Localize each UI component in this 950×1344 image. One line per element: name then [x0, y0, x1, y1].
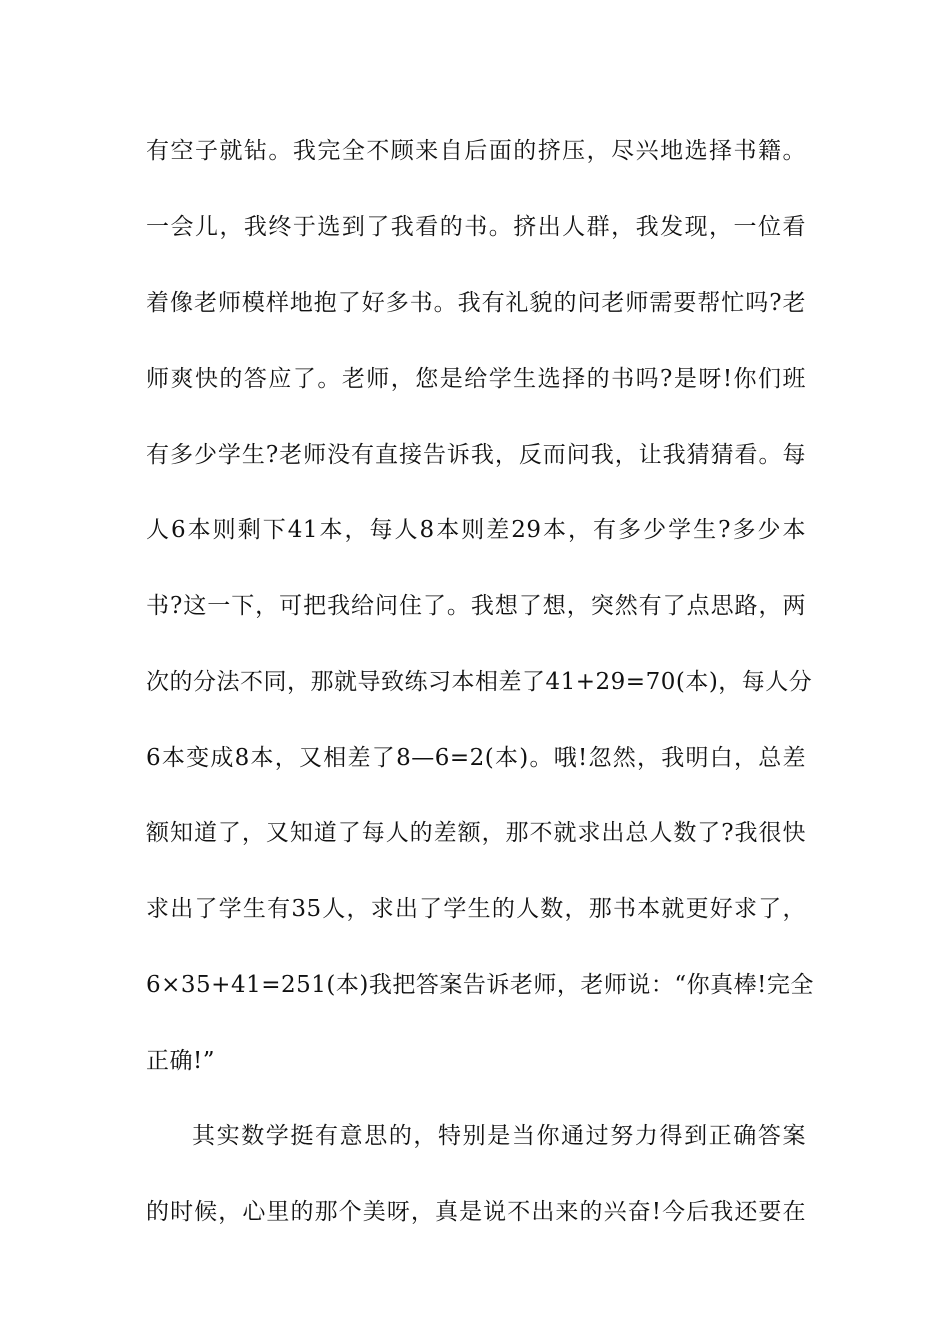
text-line: 师爽快的答应了。老师，您是给学生选择的书吗?是呀!你们班: [146, 366, 806, 392]
text-line: 书?这一下，可把我给问住了。我想了想，突然有了点思路，两: [146, 593, 806, 619]
text-line: 一会儿，我终于选到了我看的书。挤出人群，我发现，一位看: [146, 214, 806, 240]
text-line: 6×35+41=251(本)我把答案告诉老师，老师说：“你真棒!完全: [146, 972, 814, 998]
text-line: 的时候，心里的那个美呀，真是说不出来的兴奋!今后我还要在: [146, 1199, 806, 1225]
paragraph-first-line: 其实数学挺有意思的，特别是当你通过努力得到正确答案: [192, 1123, 806, 1149]
text-line: 人6本则剩下41本，每人8本则差29本，有多少学生?多少本: [146, 517, 806, 543]
text-line: 额知道了，又知道了每人的差额，那不就求出总人数了?我很快: [146, 820, 806, 846]
text-line: 有空子就钻。我完全不顾来自后面的挤压，尽兴地选择书籍。: [146, 138, 806, 164]
text-line: 次的分法不同，那就导致练习本相差了41+29=70(本)，每人分: [146, 669, 813, 695]
text-line: 求出了学生有35人，求出了学生的人数，那书本就更好求了，: [146, 896, 806, 922]
text-line: 6本变成8本，又相差了8—6=2(本)。哦!忽然，我明白，总差: [146, 745, 806, 771]
text-line: 着像老师模样地抱了好多书。我有礼貌的问老师需要帮忙吗?老: [146, 290, 806, 316]
text-line: 有多少学生?老师没有直接告诉我，反而问我，让我猜猜看。每: [146, 442, 806, 468]
text-line: 正确!”: [146, 1048, 216, 1074]
